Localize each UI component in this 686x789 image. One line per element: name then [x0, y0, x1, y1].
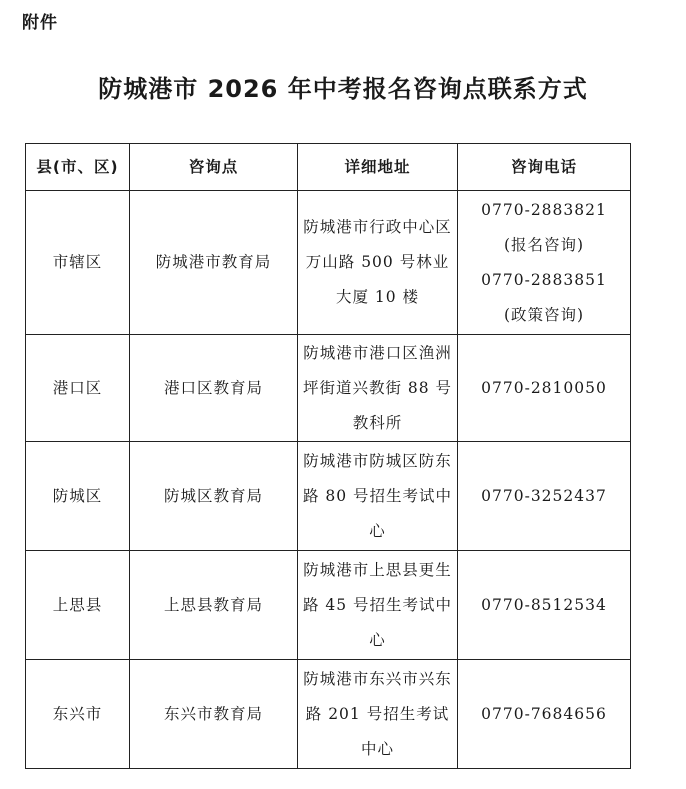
county-cell: 港口区 [26, 335, 130, 442]
county-cell: 防城区 [26, 442, 130, 551]
county-cell: 上思县 [26, 551, 130, 660]
phone-number: 0770-2883821 [481, 200, 607, 219]
phone-number: 0770-7684656 [481, 704, 607, 723]
table-header-row [26, 144, 631, 191]
contact-table [25, 143, 631, 769]
address-cell: 防城港市行政中心区万山路 500 号林业大厦 10 楼 [298, 191, 458, 335]
office-cell: 上思县教育局 [130, 551, 298, 660]
phone-cell [458, 191, 631, 335]
address-cell: 防城港市港口区渔洲坪街道兴教街 88 号教科所 [298, 335, 458, 442]
office-cell: 防城区教育局 [130, 442, 298, 551]
phone-note: (报名咨询) [503, 235, 585, 254]
table-row [26, 335, 631, 442]
table-row [26, 551, 631, 660]
phone-number: 0770-3252437 [481, 486, 607, 505]
phone-cell [458, 660, 631, 769]
attachment-label: 附件 [22, 13, 58, 33]
header-office: 咨询点 [130, 144, 298, 191]
phone-note: (政策咨询) [503, 305, 585, 324]
header-county: 县(市、区) [26, 144, 130, 191]
phone-cell [458, 551, 631, 660]
address-cell: 防城港市防城区防东路 80 号招生考试中心 [298, 442, 458, 551]
header-address: 详细地址 [298, 144, 458, 191]
address-cell: 防城港市东兴市兴东路 201 号招生考试中心 [298, 660, 458, 769]
document-title: 防城港市 2026 年中考报名咨询点联系方式 [98, 75, 588, 103]
phone-cell [458, 335, 631, 442]
table-row [26, 442, 631, 551]
phone-number: 0770-8512534 [481, 595, 607, 614]
table-row [26, 660, 631, 769]
office-cell: 港口区教育局 [130, 335, 298, 442]
county-cell: 市辖区 [26, 191, 130, 335]
office-cell: 防城港市教育局 [130, 191, 298, 335]
address-cell: 防城港市上思县更生路 45 号招生考试中心 [298, 551, 458, 660]
header-phone: 咨询电话 [458, 144, 631, 191]
phone-number: 0770-2883851 [481, 270, 607, 289]
county-cell: 东兴市 [26, 660, 130, 769]
phone-cell [458, 442, 631, 551]
office-cell: 东兴市教育局 [130, 660, 298, 769]
phone-number: 0770-2810050 [481, 378, 607, 397]
table-row [26, 191, 631, 335]
